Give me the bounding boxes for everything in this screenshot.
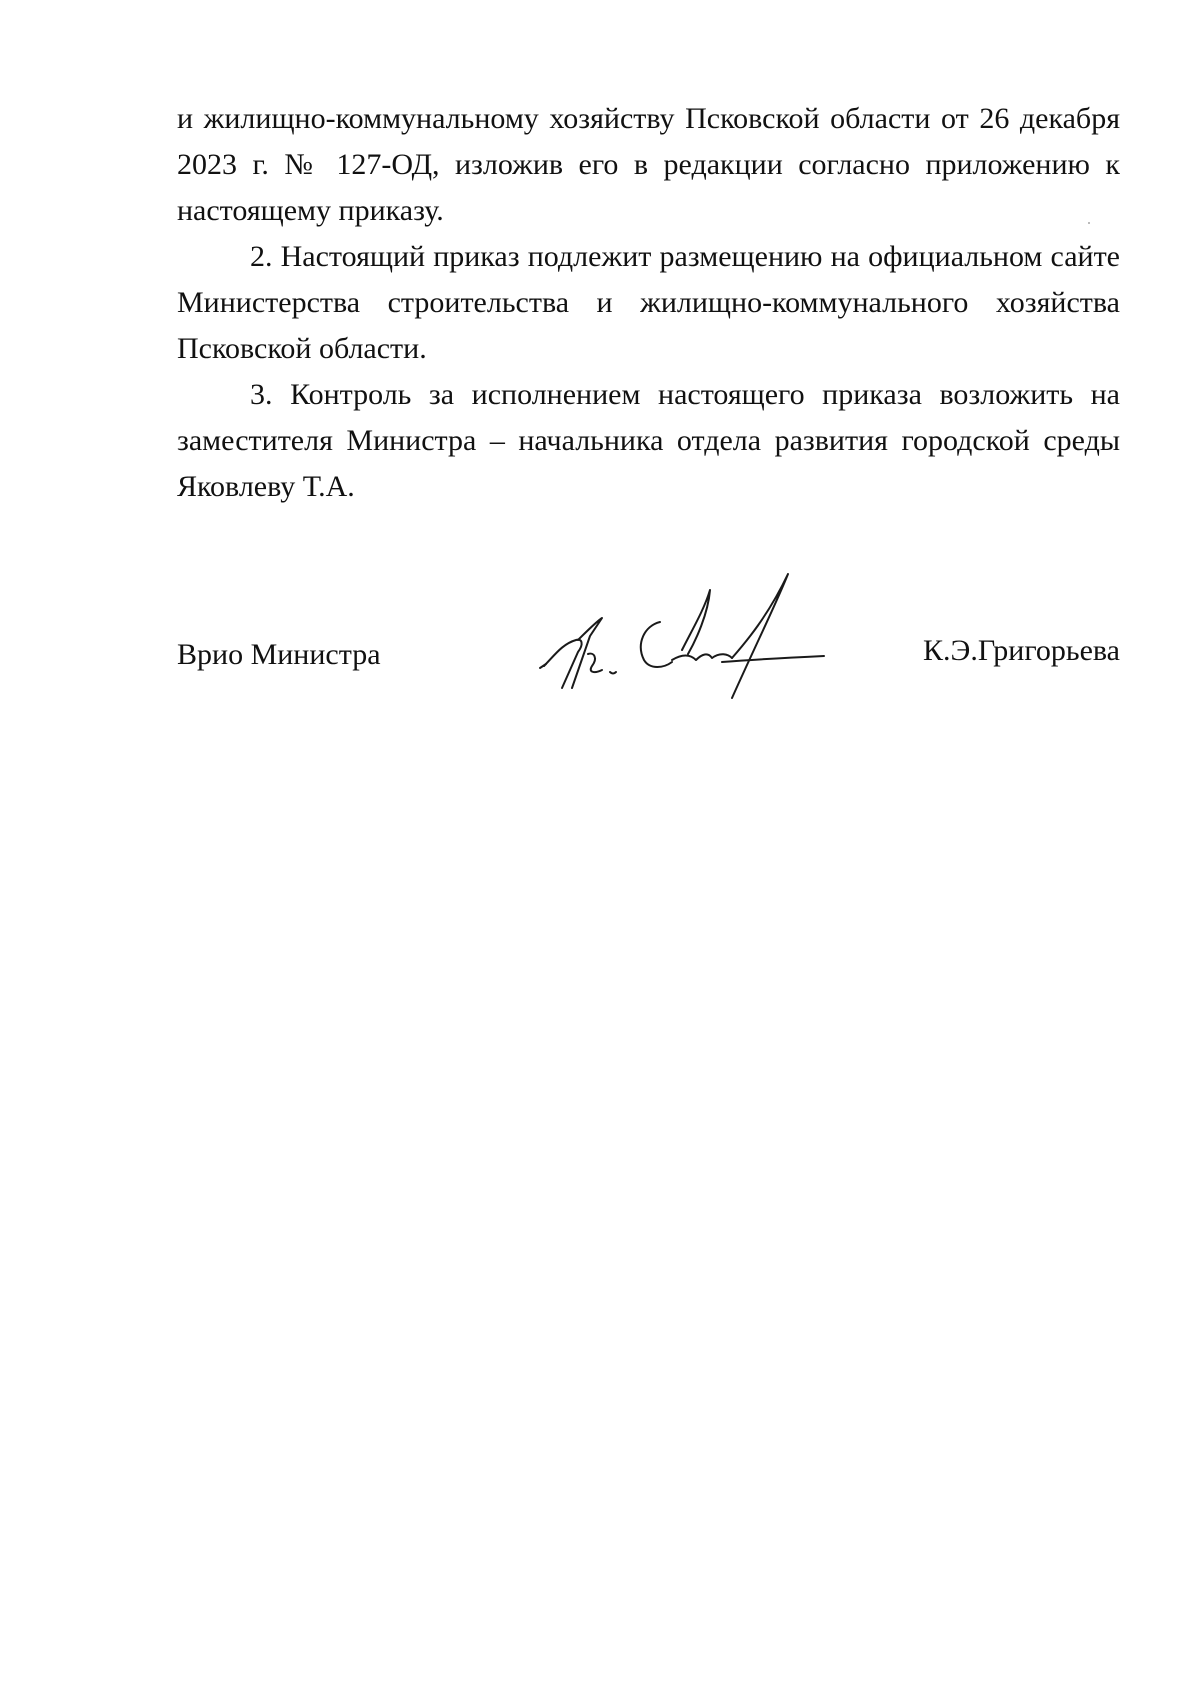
document-body <box>177 96 1120 510</box>
signature-block <box>177 620 1120 700</box>
paragraph-item-3: 3. Контроль за исполнением настоящего приказа возложить на заместителя Министра – начальника отдела развития городской среды Яковлеву Т.А. <box>177 378 1120 503</box>
signatory-title: Врио Министра <box>177 638 381 671</box>
scan-speck <box>1088 222 1090 224</box>
paragraph-item-2: 2. Настоящий приказ подлежит размещению на официальном сайте Министерства строительства и жилищно-коммунального хозяйства Псковской области. <box>177 240 1120 365</box>
paragraph-continuation: и жилищно-коммунальному хозяйству Псковской области от 26 декабря 2023 г. № 127-ОД, изложив его в редакции согласно приложению к настоящему приказу. <box>177 102 1120 227</box>
signatory-name: К.Э.Григорьева <box>923 634 1120 667</box>
handwritten-signature <box>532 570 852 700</box>
